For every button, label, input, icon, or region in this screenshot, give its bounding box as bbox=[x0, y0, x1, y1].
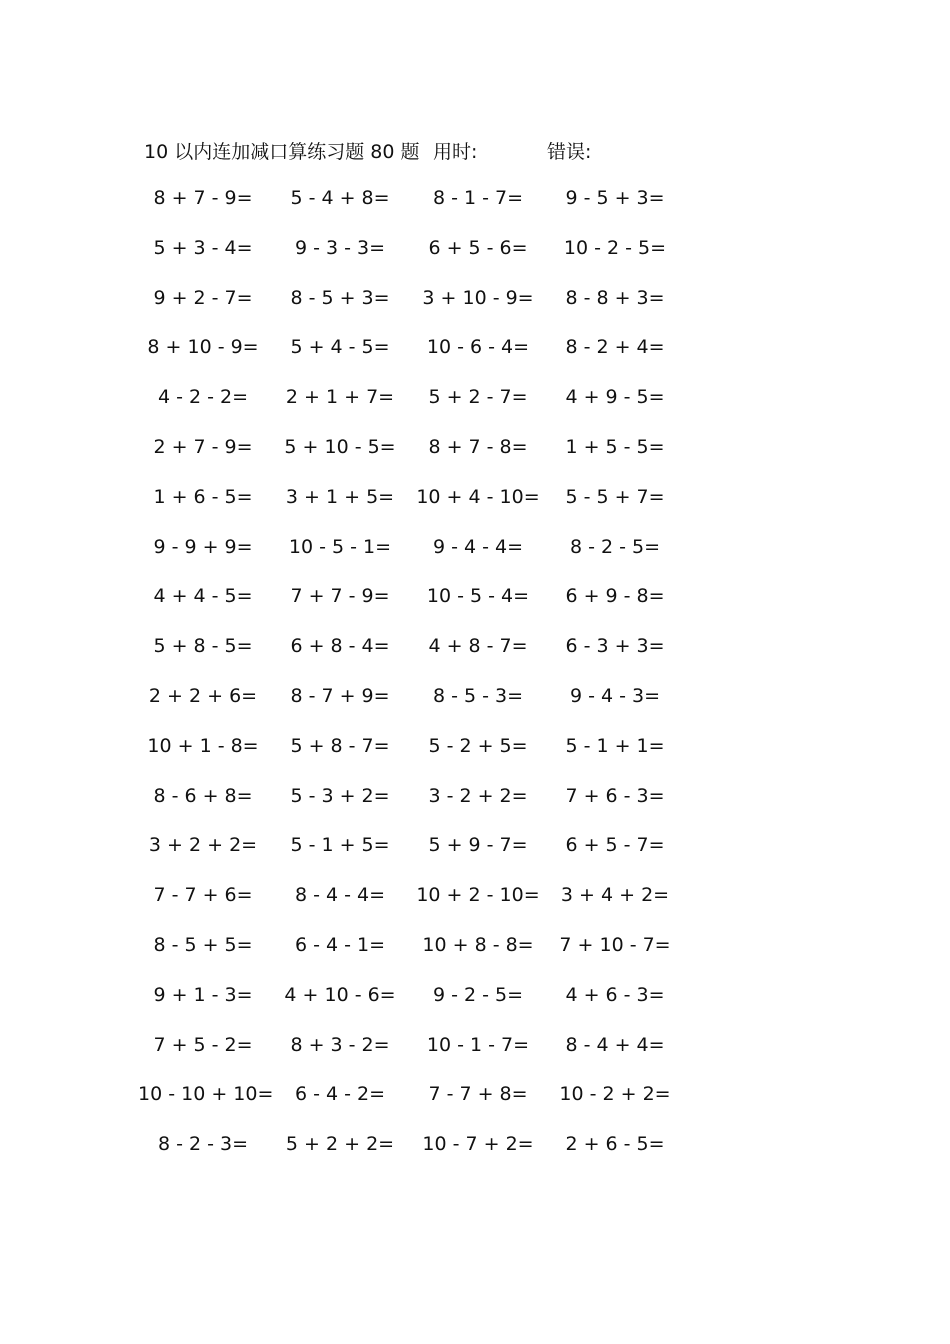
arithmetic-problem: 4 + 10 - 6= bbox=[284, 983, 396, 1006]
arithmetic-problem: 5 + 8 - 7= bbox=[290, 734, 390, 757]
problem-row bbox=[0, 432, 950, 482]
problem-row bbox=[0, 781, 950, 831]
arithmetic-problem: 7 + 5 - 2= bbox=[153, 1033, 253, 1056]
arithmetic-problem: 9 - 4 - 4= bbox=[432, 535, 524, 558]
arithmetic-problem: 7 - 7 + 6= bbox=[153, 884, 253, 907]
arithmetic-problem: 6 + 5 - 6= bbox=[428, 236, 528, 259]
arithmetic-problem: 5 + 3 - 4= bbox=[153, 236, 253, 259]
arithmetic-problem: 4 + 8 - 7= bbox=[428, 635, 528, 658]
arithmetic-problem: 6 + 5 - 7= bbox=[565, 834, 665, 857]
arithmetic-problem: 7 + 6 - 3= bbox=[565, 784, 665, 807]
arithmetic-problem: 10 + 1 - 8= bbox=[147, 734, 259, 757]
arithmetic-problem: 6 - 3 + 3= bbox=[565, 635, 665, 658]
arithmetic-problem: 8 - 2 - 3= bbox=[157, 1133, 249, 1156]
arithmetic-problem: 5 - 5 + 7= bbox=[565, 485, 665, 508]
arithmetic-problem: 9 - 9 + 9= bbox=[153, 535, 253, 558]
arithmetic-problem: 8 + 10 - 9= bbox=[147, 336, 259, 359]
arithmetic-problem: 8 - 5 - 3= bbox=[432, 684, 524, 707]
errors-label: 错误: bbox=[547, 141, 592, 163]
arithmetic-problem: 4 + 4 - 5= bbox=[153, 585, 253, 608]
problem-row bbox=[0, 830, 950, 880]
problem-row bbox=[0, 183, 950, 233]
problem-row bbox=[0, 283, 950, 333]
arithmetic-problem: 10 - 7 + 2= bbox=[422, 1133, 534, 1156]
arithmetic-problem: 2 + 2 + 6= bbox=[148, 684, 258, 707]
problem-grid bbox=[0, 183, 950, 1179]
arithmetic-problem: 3 + 1 + 5= bbox=[285, 485, 395, 508]
arithmetic-problem: 3 - 2 + 2= bbox=[428, 784, 528, 807]
problem-row bbox=[0, 482, 950, 532]
problem-row bbox=[0, 382, 950, 432]
arithmetic-problem: 5 + 2 - 7= bbox=[428, 386, 528, 409]
arithmetic-problem: 10 - 6 - 4= bbox=[426, 336, 530, 359]
arithmetic-problem: 10 + 8 - 8= bbox=[422, 933, 534, 956]
arithmetic-problem: 6 + 9 - 8= bbox=[565, 585, 665, 608]
arithmetic-problem: 4 + 9 - 5= bbox=[565, 386, 665, 409]
problem-row bbox=[0, 1079, 950, 1129]
arithmetic-problem: 5 - 1 + 1= bbox=[565, 734, 665, 757]
problem-row bbox=[0, 332, 950, 382]
arithmetic-problem: 9 - 5 + 3= bbox=[565, 187, 665, 209]
arithmetic-problem: 3 + 10 - 9= bbox=[422, 286, 534, 309]
arithmetic-problem: 10 - 10 + 10= bbox=[138, 1083, 274, 1106]
problem-row bbox=[0, 980, 950, 1030]
arithmetic-problem: 2 + 7 - 9= bbox=[153, 435, 253, 458]
arithmetic-problem: 5 - 3 + 2= bbox=[290, 784, 390, 807]
arithmetic-problem: 8 - 4 - 4= bbox=[294, 884, 386, 907]
arithmetic-problem: 8 + 7 - 8= bbox=[428, 435, 528, 458]
arithmetic-problem: 8 - 7 + 9= bbox=[290, 684, 390, 707]
arithmetic-problem: 7 + 7 - 9= bbox=[290, 585, 390, 608]
arithmetic-problem: 8 - 4 + 4= bbox=[565, 1033, 665, 1056]
arithmetic-problem: 9 + 2 - 7= bbox=[153, 286, 253, 309]
arithmetic-problem: 6 - 4 - 2= bbox=[294, 1083, 386, 1106]
arithmetic-problem: 8 + 3 - 2= bbox=[290, 1033, 390, 1056]
problem-row bbox=[0, 1129, 950, 1179]
arithmetic-problem: 7 + 10 - 7= bbox=[559, 933, 671, 956]
problem-row bbox=[0, 233, 950, 283]
problem-row bbox=[0, 581, 950, 631]
worksheet-header bbox=[0, 137, 950, 165]
arithmetic-problem: 5 - 2 + 5= bbox=[428, 734, 528, 757]
arithmetic-problem: 10 - 5 - 1= bbox=[288, 535, 392, 558]
arithmetic-problem: 3 + 2 + 2= bbox=[148, 834, 258, 857]
arithmetic-problem: 4 + 6 - 3= bbox=[565, 983, 665, 1006]
arithmetic-problem: 5 + 2 + 2= bbox=[285, 1133, 395, 1156]
arithmetic-problem: 9 - 2 - 5= bbox=[432, 983, 524, 1006]
arithmetic-problem: 4 - 2 - 2= bbox=[157, 386, 249, 409]
arithmetic-problem: 8 + 7 - 9= bbox=[153, 187, 253, 209]
arithmetic-problem: 10 + 2 - 10= bbox=[416, 884, 540, 907]
problem-row bbox=[0, 880, 950, 930]
problem-row bbox=[0, 532, 950, 582]
arithmetic-problem: 1 + 6 - 5= bbox=[153, 485, 253, 508]
arithmetic-problem: 8 - 8 + 3= bbox=[565, 286, 665, 309]
arithmetic-problem: 5 - 1 + 5= bbox=[290, 834, 390, 857]
problem-row bbox=[0, 631, 950, 681]
arithmetic-problem: 5 + 4 - 5= bbox=[290, 336, 390, 359]
time-used-label: 用时: bbox=[433, 141, 478, 163]
arithmetic-problem: 10 + 4 - 10= bbox=[416, 485, 540, 508]
arithmetic-problem: 1 + 5 - 5= bbox=[565, 435, 665, 458]
arithmetic-problem: 5 + 9 - 7= bbox=[428, 834, 528, 857]
worksheet-title: 10 以内连加减口算练习题 80 题 bbox=[144, 141, 420, 163]
arithmetic-problem: 6 + 8 - 4= bbox=[290, 635, 390, 658]
arithmetic-problem: 8 - 5 + 3= bbox=[290, 286, 390, 309]
arithmetic-problem: 9 - 3 - 3= bbox=[294, 236, 386, 259]
arithmetic-problem: 2 + 1 + 7= bbox=[285, 386, 395, 409]
arithmetic-problem: 2 + 6 - 5= bbox=[565, 1133, 665, 1156]
problem-row bbox=[0, 731, 950, 781]
arithmetic-problem: 3 + 4 + 2= bbox=[560, 884, 670, 907]
arithmetic-problem: 8 - 2 + 4= bbox=[565, 336, 665, 359]
problem-row bbox=[0, 1030, 950, 1080]
arithmetic-problem: 9 - 4 - 3= bbox=[569, 684, 661, 707]
arithmetic-problem: 5 + 10 - 5= bbox=[284, 435, 396, 458]
arithmetic-problem: 7 - 7 + 8= bbox=[428, 1083, 528, 1106]
arithmetic-problem: 6 - 4 - 1= bbox=[294, 933, 386, 956]
arithmetic-problem: 5 - 4 + 8= bbox=[290, 187, 390, 209]
arithmetic-problem: 8 - 6 + 8= bbox=[153, 784, 253, 807]
arithmetic-problem: 8 - 1 - 7= bbox=[432, 187, 524, 209]
arithmetic-problem: 5 + 8 - 5= bbox=[153, 635, 253, 658]
arithmetic-problem: 9 + 1 - 3= bbox=[153, 983, 253, 1006]
arithmetic-problem: 8 - 2 - 5= bbox=[569, 535, 661, 558]
arithmetic-problem: 10 - 1 - 7= bbox=[426, 1033, 530, 1056]
arithmetic-problem: 10 - 2 + 2= bbox=[559, 1083, 671, 1106]
arithmetic-problem: 10 - 5 - 4= bbox=[426, 585, 530, 608]
problem-row bbox=[0, 681, 950, 731]
problem-row bbox=[0, 930, 950, 980]
arithmetic-problem: 8 - 5 + 5= bbox=[153, 933, 253, 956]
arithmetic-problem: 10 - 2 - 5= bbox=[563, 236, 667, 259]
